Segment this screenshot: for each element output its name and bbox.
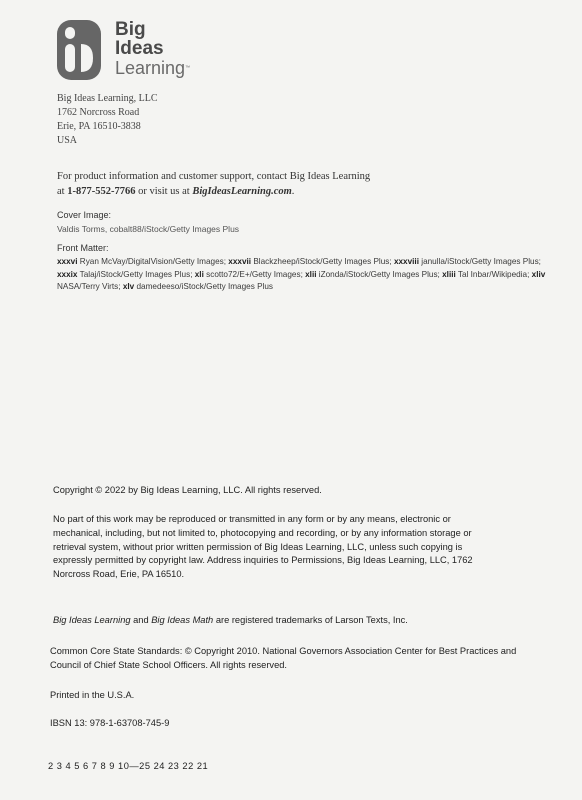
credit-text: Blackzheep/iStock/Getty Images Plus; [251, 257, 394, 266]
address-line-4: USA [57, 135, 78, 146]
credit-text: Talaj/iStock/Getty Images Plus; [77, 269, 195, 279]
print-line: 2 3 4 5 6 7 8 9 10—25 24 23 22 21 [48, 761, 209, 771]
cover-image-heading: Cover Image: [57, 210, 112, 220]
support-line-1: For product information and customer support, contact Big Ideas Learning [57, 171, 371, 182]
publisher-address [57, 92, 557, 148]
credit-page: xlv [122, 282, 135, 291]
credit-text: janulla/iStock/Getty Images Plus; [418, 257, 541, 266]
trademark-rest: are registered trademarks of Larson Texts, Inc. [213, 615, 408, 625]
support-line-2 [57, 184, 557, 199]
customer-support-note [57, 169, 557, 199]
credit-page: xxxvi [57, 257, 78, 266]
logo-line-2: Ideas [115, 38, 164, 59]
front-matter-heading: Front Matter: [57, 243, 109, 253]
credit-text: Ryan McVay/DigitalVision/Getty Images; [77, 257, 229, 266]
logo-line-1: Big [115, 19, 146, 40]
logo-line-3-text: Learning [115, 58, 186, 78]
big-ideas-learning-logo [57, 20, 217, 90]
support-text-b: or visit us at [135, 186, 193, 197]
address-line-3: Erie, PA 16510-3838 [57, 121, 141, 132]
support-website-link[interactable]: BigIdeasLearning.com [192, 186, 292, 197]
credit-text: Tal Inbar/Wikipedia; [455, 269, 532, 279]
trademark-notice [53, 614, 553, 628]
credit-page: xxxviii [393, 257, 419, 266]
printed-in-notice: Printed in the U.S.A. [50, 690, 135, 700]
front-matter-credits [57, 256, 557, 294]
credit-page: xlii [305, 269, 317, 279]
ccss-notice: Common Core State Standards: © Copyright 2010. National Governors Association Center for Best Practices and Council of Chief State School Officers. All rights reserved. [50, 646, 517, 670]
credit-page: xli [194, 269, 204, 279]
isbn-number: IBSN 13: 978-1-63708-745-9 [50, 718, 170, 728]
trademark-name-1: Big Ideas Learning [53, 615, 131, 625]
logo-line-3 [115, 58, 190, 78]
address-line-1: Big Ideas Learning, LLC [57, 93, 158, 104]
trademark-symbol: ™ [185, 65, 191, 71]
support-phone: 1-877-552-7766 [67, 186, 136, 197]
cover-image-credit: Valdis Torms, cobalt88/iStock/Getty Images Plus [57, 224, 240, 234]
credit-page: xxxix [57, 269, 78, 279]
copyright-notice: Copyright © 2022 by Big Ideas Learning, LLC. All rights reserved. [53, 485, 322, 495]
credit-text: iZonda/iStock/Getty Images Plus; [316, 269, 443, 279]
support-text-c: . [291, 186, 295, 197]
trademark-joiner: and [130, 615, 152, 625]
support-text-a: at [57, 186, 68, 197]
credit-page: xliv [531, 269, 546, 279]
credit-page: xliii [442, 269, 456, 279]
logo-wordmark [115, 20, 190, 78]
credit-text: damedeeso/iStock/Getty Images Plus [134, 282, 274, 291]
credit-text: scotto72/E+/Getty Images; [203, 269, 306, 279]
trademark-name-2: Big Ideas Math [151, 615, 214, 625]
address-line-2: 1762 Norcross Road [57, 107, 140, 118]
credit-page: xxxvii [228, 257, 252, 266]
logo-b-icon [57, 20, 101, 80]
reproduction-notice: No part of this work may be reproduced or transmitted in any form or by any means, electronic or mechanical, including, but not limited to, photocopying and recording, or by any information storage or retrieval system, without prior written permission of Big Ideas Learning, LLC, unless such copying is expressly permitted by copyright law. Address inquiries to Permissions, Big Ideas Learning, LLC, 1762 Norcross Road, Erie, PA 16510. [53, 514, 473, 580]
credit-text: NASA/Terry Virts; [57, 282, 123, 291]
